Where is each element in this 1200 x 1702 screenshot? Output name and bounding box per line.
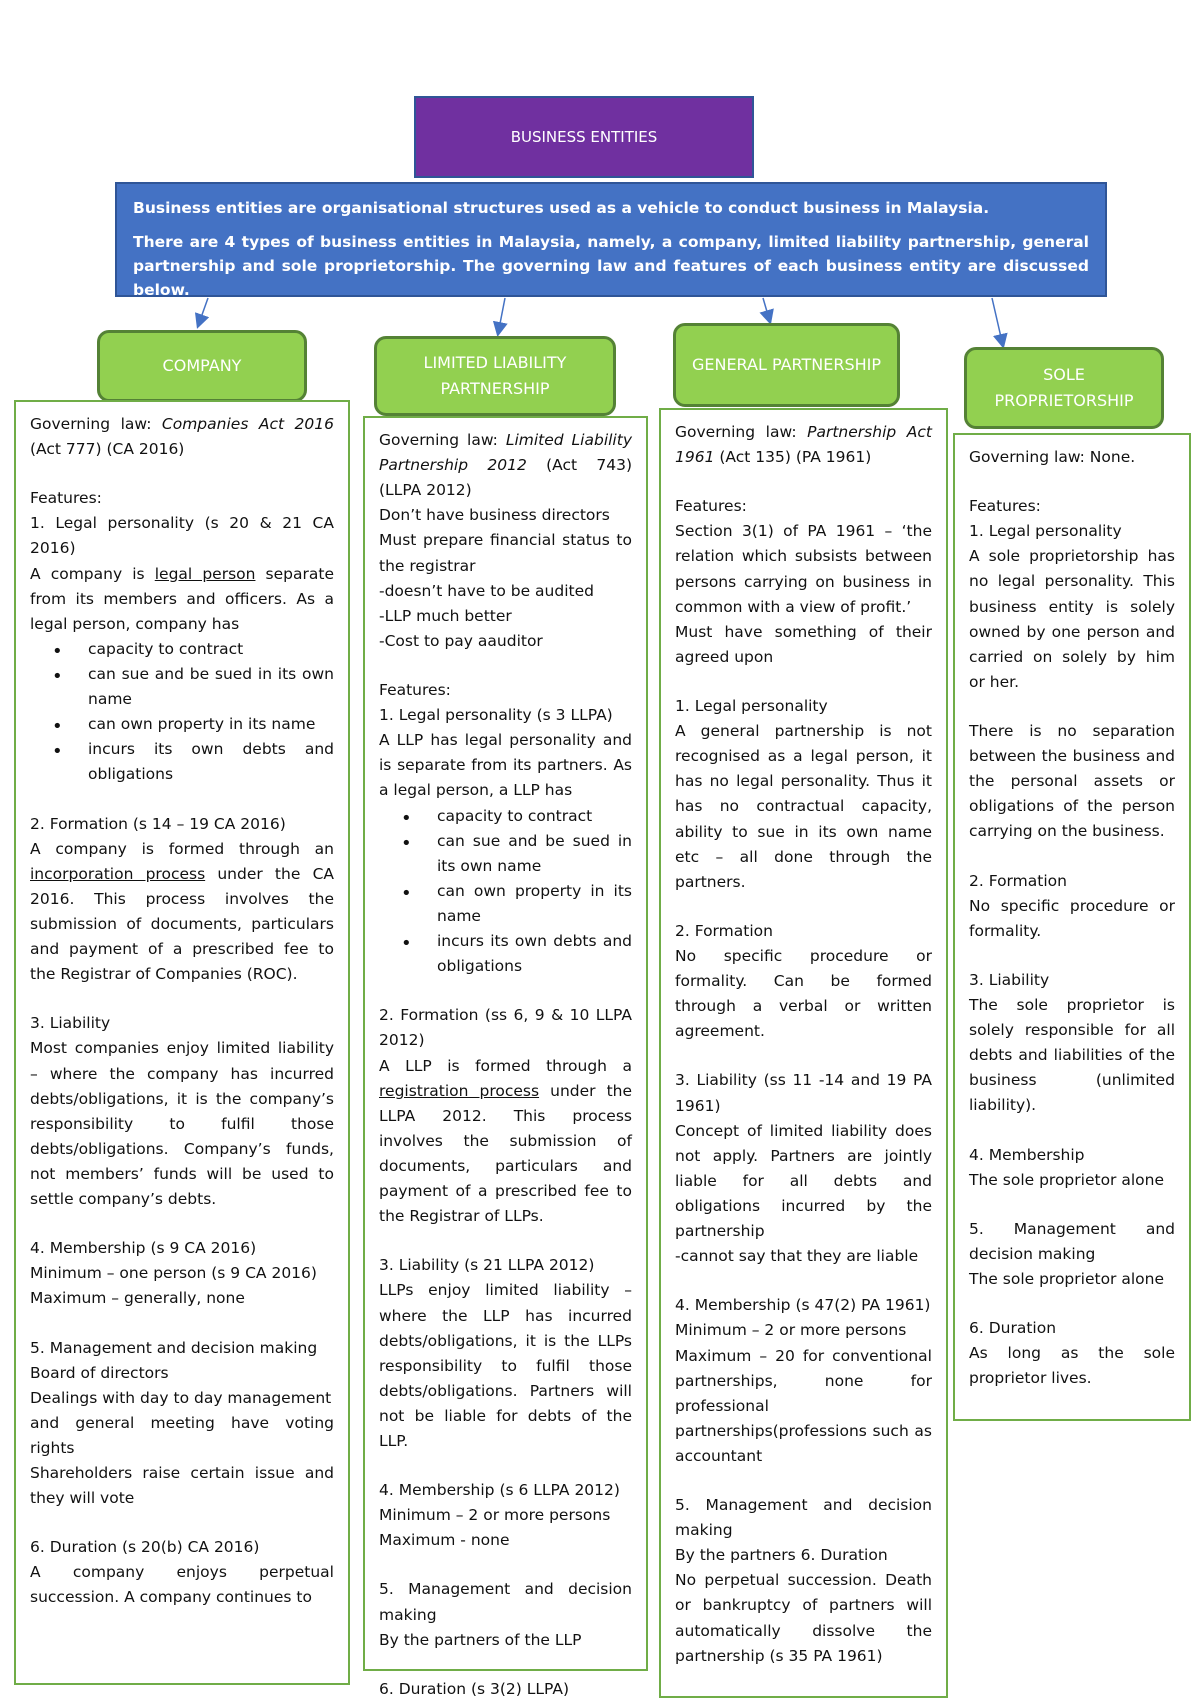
sole-s3-title: 3. Liability	[969, 970, 1050, 989]
sole-s1-title: 1. Legal personality	[969, 522, 1122, 541]
llp-s2-title: 2. Formation (ss 6, 9 & 10 LLPA 2012)	[379, 1006, 632, 1050]
llp-note: -doesn’t have to be audited	[379, 581, 594, 600]
gp-s6-text: No perpetual succession. Death or bankruptcy of partners will automatically dissolve the partnership (s 35 PA 1961)	[675, 1571, 932, 1665]
company-s4-max: Maximum – generally, none	[30, 1289, 245, 1308]
gp-s3-note: -cannot say that they are liable	[675, 1247, 919, 1266]
arrow-to-llp	[498, 298, 505, 334]
llp-bullet: • can sue and be sued in its own name	[437, 829, 632, 879]
sole-s5-title: 5. Management and decision making	[969, 1219, 1175, 1263]
company-heading	[97, 330, 307, 402]
company-s6-text: A company enjoys perpetual succession. A company continues to	[30, 1563, 334, 1607]
llp-s3-text: LLPs enjoy limited liability – where the LLP has incurred debts/obligations, it is the LLPs responsibility to fulfil those debts/obligations. Partners will not be liable for debts of the LLP.	[379, 1281, 632, 1451]
gp-s1-title: 1. Legal personality	[675, 696, 828, 715]
llp-s5-title: 5. Management and decision making	[379, 1580, 632, 1624]
gp-s4-min: Minimum – 2 or more persons	[675, 1321, 907, 1340]
company-s2-b: under the CA 2016. This process involves the submission of documents, particulars and payment of a prescribed fee to the Registrar of Companies (ROC).	[30, 864, 334, 984]
sole-s3-text: The sole proprietor is solely responsible for all debts and liabilities of the business (unlimited liability).	[969, 995, 1175, 1115]
company-s4-min: Minimum – one person (s 9 CA 2016)	[30, 1264, 317, 1283]
company-s2-title: 2. Formation (s 14 – 19 CA 2016)	[30, 814, 286, 833]
llp-s4-max: Maximum - none	[379, 1531, 510, 1550]
company-s1-b: separate from its members and officers. As a legal person, company has	[30, 564, 334, 633]
company-bullet: • incurs its own debts and obligations	[88, 737, 334, 787]
company-s5-line: Shareholders raise certain issue and they will vote	[30, 1464, 334, 1508]
company-s1-a: A company is	[30, 564, 155, 583]
llp-features-label: Features:	[379, 680, 451, 699]
sole-heading	[964, 347, 1164, 429]
llp-s4-min: Minimum – 2 or more persons	[379, 1506, 611, 1525]
llp-s1-text: A LLP has legal personality and is separate from its partners. As a legal person, a LLP has	[379, 731, 632, 800]
company-column	[14, 400, 350, 1685]
llp-s6-title: 6. Duration (s 3(2) LLPA)	[379, 1679, 570, 1698]
company-s2-underlined: incorporation process	[30, 864, 206, 883]
llp-s2-underlined: registration process	[379, 1081, 540, 1100]
llp-column	[363, 416, 648, 1698]
company-gov-suffix: (Act 777) (CA 2016)	[30, 440, 185, 459]
company-heading-label: COMPANY	[162, 355, 242, 375]
company-s1-underlined: legal person	[154, 564, 256, 583]
company-s4-title: 4. Membership (s 9 CA 2016)	[30, 1239, 257, 1258]
arrow-to-sole	[992, 298, 1003, 346]
llp-s2-text	[379, 1054, 632, 1230]
company-s6-title: 6. Duration (s 20(b) CA 2016)	[30, 1538, 260, 1557]
gp-s2-text: No specific procedure or formality. Can be formed through a verbal or written agreement.	[675, 946, 932, 1041]
llp-note: -Cost to pay aauditor	[379, 631, 543, 650]
llp-s5-text: By the partners of the LLP	[379, 1630, 582, 1649]
page-title: BUSINESS ENTITIES	[510, 128, 658, 146]
llp-s3-title: 3. Liability (s 21 LLPA 2012)	[379, 1256, 595, 1275]
company-s2-text	[30, 837, 334, 988]
sole-s5-text: The sole proprietor alone	[969, 1269, 1164, 1288]
intro-paragraph-2: There are 4 types of business entities in Malaysia, namely, a company, limited liability partnership, general partnership and sole proprietorship. The governing law and features of each business entity are discussed below.	[133, 233, 1089, 300]
llp-gov-prefix: Governing law:	[379, 431, 506, 449]
llp-s1-title: 1. Legal personality (s 3 LLPA)	[379, 706, 613, 725]
company-s5-line: Dealings with day to day management	[30, 1388, 332, 1407]
company-s3-text: Most companies enjoy limited liability – where the company has incurred debts/obligations, it is the company’s responsibility to fulfil those debts/obligations. Company’s funds, not members’ funds will be used to settle company’s debts.	[30, 1039, 334, 1209]
gp-column	[659, 408, 948, 1698]
llp-heading	[374, 336, 616, 416]
sole-s4-title: 4. Membership	[969, 1145, 1085, 1164]
company-bullet: • can own property in its name	[88, 712, 334, 737]
gp-s1-text: A general partnership is not recognised as a legal person, it has no legal personality. Thus it has no contractual capacity, ability to sue in its own name etc – all done through the partners.	[675, 722, 932, 891]
sole-s1-text: A sole proprietorship has no legal personality. This business entity is solely owned by one person and carried on solely by him or her.	[969, 547, 1175, 691]
sole-s6-title: 6. Duration	[969, 1319, 1057, 1338]
llp-gov-act: Limited Liability Partnership 2012	[379, 431, 632, 475]
intro-paragraph-1: Business entities are organisational structures used as a vehicle to conduct business in Malaysia.	[133, 199, 990, 217]
company-s1-text	[30, 562, 334, 637]
gp-heading	[673, 323, 900, 407]
company-s3-title: 3. Liability	[30, 1014, 111, 1033]
gp-s3-text: Concept of limited liability does not apply. Partners are jointly liable for all debts and obligations incurred by the partnership	[675, 1121, 932, 1241]
intro-box	[115, 182, 1107, 300]
llp-s2-b: under the LLPA 2012. This process involves the submission of documents, particulars and payment of a prescribed fee to the Registrar of LLPs.	[379, 1081, 633, 1226]
sole-features-label: Features:	[969, 497, 1041, 516]
llp-bullet: • incurs its own debts and obligations	[437, 929, 632, 979]
llp-s2-a: A LLP is formed through a	[379, 1056, 632, 1075]
arrow-to-company	[198, 298, 208, 326]
llp-s1-bullets	[379, 804, 632, 980]
company-bullet: • can sue and be sued in its own name	[88, 662, 334, 712]
sole-s1-text2: There is no separation between the business and the personal assets or obligations of the person carrying on the business.	[969, 721, 1175, 841]
gp-s5-title: 5. Management and decision making	[675, 1496, 932, 1540]
gp-features-label: Features:	[675, 497, 747, 516]
gp-definition: Section 3(1) of PA 1961 – ‘the relation which subsists between persons carrying on business in common with a view of profit.’	[675, 522, 932, 616]
sole-s4-text: The sole proprietor alone	[969, 1170, 1164, 1189]
gp-s3-title: 3. Liability (ss 11 -14 and 19 PA 1961)	[675, 1071, 932, 1115]
company-features-label: Features:	[30, 489, 102, 508]
gp-note: Must have something of their agreed upon	[675, 622, 932, 666]
company-gov-act: Companies Act 2016	[161, 415, 334, 433]
company-s1-title: 1. Legal personality (s 20 & 21 CA 2016)	[30, 514, 334, 558]
company-gov-prefix: Governing law:	[30, 415, 162, 433]
gp-gov-prefix: Governing law:	[675, 423, 808, 441]
sole-column	[953, 433, 1191, 1421]
gp-gov-suffix: (Act 135) (PA 1961)	[714, 448, 872, 467]
sole-heading-label: SOLE PROPRIETORSHIP	[994, 364, 1134, 410]
gp-s2-title: 2. Formation	[675, 921, 773, 940]
company-s1-bullets	[30, 637, 334, 788]
llp-note: Don’t have business directors	[379, 506, 610, 525]
gp-governing-law	[675, 420, 932, 470]
company-s2-a: A company is formed through an	[30, 839, 334, 858]
sole-s2-title: 2. Formation	[969, 871, 1067, 890]
llp-heading-label: LIMITED LIABILITY PARTNERSHIP	[423, 352, 567, 398]
gp-gov-act: Partnership Act 1961	[675, 423, 933, 467]
gp-heading-label: GENERAL PARTNERSHIP	[691, 354, 882, 374]
llp-s4-title: 4. Membership (s 6 LLPA 2012)	[379, 1481, 620, 1500]
gp-s4-title: 4. Membership (s 47(2) PA 1961)	[675, 1296, 931, 1315]
company-s5-title: 5. Management and decision making	[30, 1338, 318, 1357]
llp-bullet: • capacity to contract	[437, 804, 632, 829]
gp-s5-text: By the partners 6. Duration	[675, 1546, 888, 1565]
company-s5-line: Board of directors	[30, 1363, 169, 1382]
sole-s6-text: As long as the sole proprietor lives.	[969, 1344, 1175, 1388]
llp-bullet: • can own property in its name	[437, 879, 632, 929]
sole-governing-law: Governing law: None.	[969, 448, 1136, 466]
llp-gov-suffix: (Act 743) (LLPA 2012)	[379, 456, 632, 500]
llp-note: -LLP much better	[379, 606, 512, 625]
gp-s4-max: Maximum – 20 for conventional partnerships, none for professional partnerships(professions such as accountant	[675, 1346, 932, 1465]
company-s5-line: and general meeting have voting rights	[30, 1413, 334, 1457]
title-box	[414, 96, 754, 178]
llp-governing-law	[379, 428, 632, 503]
company-bullet: • capacity to contract	[88, 637, 334, 662]
company-governing-law	[30, 412, 334, 462]
llp-note: Must prepare financial status to the registrar	[379, 531, 632, 575]
sole-s2-text: No specific procedure or formality.	[969, 896, 1175, 940]
